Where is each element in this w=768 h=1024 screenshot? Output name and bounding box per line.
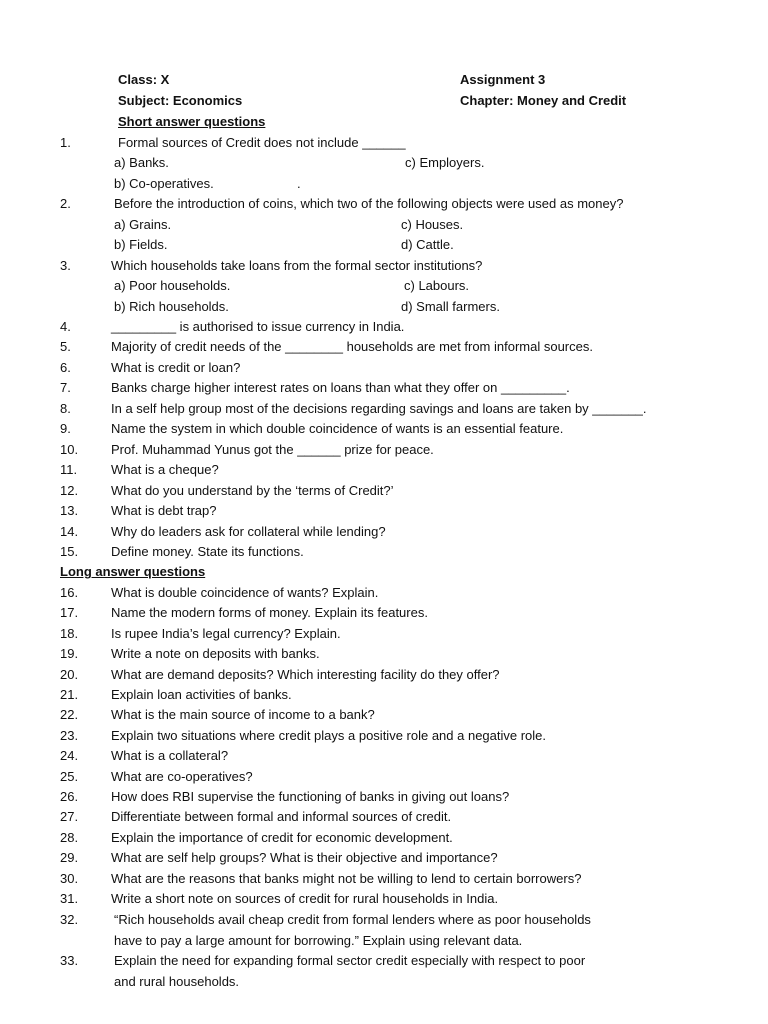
option-d: d) Small farmers. bbox=[401, 299, 500, 314]
chapter-label: Chapter: Money and Credit bbox=[460, 93, 627, 108]
question-number: 10. bbox=[60, 441, 79, 457]
question-text: Explain two situations where credit plays a positive role and a negative role. bbox=[111, 727, 547, 743]
question-number: 24. bbox=[60, 748, 79, 764]
assignment-label: Assignment 3 bbox=[460, 72, 546, 87]
question-number: 33. bbox=[60, 953, 79, 968]
question-text: What are demand deposits? Which interesting facility do they offer? bbox=[111, 666, 500, 682]
question-text-line2: have to pay a large amount for borrowing.” Explain using relevant data. bbox=[114, 933, 523, 948]
question-text: What is a cheque? bbox=[111, 462, 219, 478]
question-number: 26. bbox=[60, 789, 79, 804]
option-c: c) Labours. bbox=[404, 278, 470, 293]
class-label: Class: X bbox=[118, 72, 170, 87]
subject-label: Subject: Economics bbox=[118, 93, 243, 108]
question-text: Differentiate between formal and informal sources of credit. bbox=[111, 809, 452, 825]
question-number: 19. bbox=[60, 646, 79, 662]
option-a: a) Banks. bbox=[114, 155, 169, 170]
question-text: Define money. State its functions. bbox=[111, 543, 304, 559]
question-number: 20. bbox=[60, 666, 79, 682]
question-text: Name the modern forms of money. Explain its features. bbox=[111, 605, 428, 621]
question-number: 28. bbox=[60, 829, 79, 845]
question-number: 30. bbox=[60, 870, 79, 886]
stray-dot: . bbox=[297, 176, 301, 191]
question-text: Why do leaders ask for collateral while lending? bbox=[111, 523, 386, 539]
question-text: What are co-operatives? bbox=[111, 768, 253, 784]
question-text: _________ is authorised to issue currency in India. bbox=[111, 319, 405, 334]
question-text-line1: Explain the need for expanding formal sector credit especially with respect to poor bbox=[114, 953, 586, 968]
long-answer-heading: Long answer questions bbox=[60, 564, 206, 579]
question-text: How does RBI supervise the functioning of banks in giving out loans? bbox=[111, 789, 510, 804]
question-number: 16. bbox=[60, 585, 79, 600]
option-a: a) Grains. bbox=[114, 217, 172, 232]
question-text: Banks charge higher interest rates on loans than what they offer on _________. bbox=[111, 380, 570, 396]
question-text: What do you understand by the ‘terms of Credit?’ bbox=[111, 482, 394, 498]
question-text: Name the system in which double coincidence of wants is an essential feature. bbox=[111, 421, 564, 437]
question-text-line2: and rural households. bbox=[114, 974, 240, 989]
option-b: b) Rich households. bbox=[114, 299, 229, 314]
question-number: 25. bbox=[60, 768, 79, 784]
question-text: Formal sources of Credit does not include ______ bbox=[118, 135, 406, 150]
question-number: 31. bbox=[60, 891, 79, 906]
question-number: 15. bbox=[60, 543, 79, 559]
question-text: Prof. Muhammad Yunus got the ______ prize for peace. bbox=[111, 441, 434, 457]
question-number: 14. bbox=[60, 523, 79, 539]
question-number: 6. bbox=[60, 359, 71, 375]
question-text: Write a short note on sources of credit for rural households in India. bbox=[111, 891, 499, 906]
question-text: Write a note on deposits with banks. bbox=[111, 646, 320, 662]
option-d: d) Cattle. bbox=[401, 237, 454, 252]
question-text: What are the reasons that banks might not be willing to lend to certain borrowers? bbox=[111, 870, 582, 886]
question-number: 7. bbox=[60, 380, 71, 396]
question-number: 2. bbox=[60, 196, 71, 211]
question-number: 1. bbox=[60, 135, 71, 150]
option-b: b) Co-operatives. bbox=[114, 176, 214, 191]
question-text: In a self help group most of the decisions regarding savings and loans are taken by _______. bbox=[111, 400, 647, 416]
question-text: What is the main source of income to a bank? bbox=[111, 707, 375, 723]
question-number: 18. bbox=[60, 625, 79, 641]
question-number: 32. bbox=[60, 912, 79, 927]
question-text: Which households take loans from the formal sector institutions? bbox=[111, 258, 483, 273]
option-c: c) Employers. bbox=[405, 155, 485, 170]
question-text: Majority of credit needs of the ________ households are met from informal sources. bbox=[111, 339, 593, 355]
question-number: 11. bbox=[60, 462, 78, 478]
question-number: 5. bbox=[60, 339, 71, 355]
option-b: b) Fields. bbox=[114, 237, 168, 252]
question-number: 23. bbox=[60, 727, 79, 743]
question-number: 4. bbox=[60, 319, 71, 334]
question-number: 27. bbox=[60, 809, 79, 825]
question-text: Explain loan activities of banks. bbox=[111, 687, 292, 702]
question-text: Explain the importance of credit for economic development. bbox=[111, 829, 453, 845]
question-number: 13. bbox=[60, 503, 79, 519]
question-text: What is a collateral? bbox=[111, 748, 229, 764]
option-c: c) Houses. bbox=[401, 217, 464, 232]
question-number: 9. bbox=[60, 421, 71, 437]
question-number: 8. bbox=[60, 400, 71, 416]
question-text: Before the introduction of coins, which two of the following objects were used as money? bbox=[114, 196, 624, 211]
question-number: 17. bbox=[60, 605, 79, 621]
question-text: What is credit or loan? bbox=[111, 359, 241, 375]
question-text: What are self help groups? What is their objective and importance? bbox=[111, 850, 498, 866]
question-number: 3. bbox=[60, 258, 71, 273]
question-text: What is double coincidence of wants? Explain. bbox=[111, 585, 379, 600]
short-answer-heading: Short answer questions bbox=[118, 114, 266, 129]
question-text-line1: “Rich households avail cheap credit from formal lenders where as poor households bbox=[114, 912, 591, 927]
question-number: 29. bbox=[60, 850, 79, 866]
question-number: 22. bbox=[60, 707, 79, 723]
question-number: 21. bbox=[60, 687, 79, 702]
option-a: a) Poor households. bbox=[114, 278, 231, 293]
question-number: 12. bbox=[60, 482, 79, 498]
question-text: What is debt trap? bbox=[111, 503, 217, 519]
question-text: Is rupee India’s legal currency? Explain. bbox=[111, 625, 341, 641]
